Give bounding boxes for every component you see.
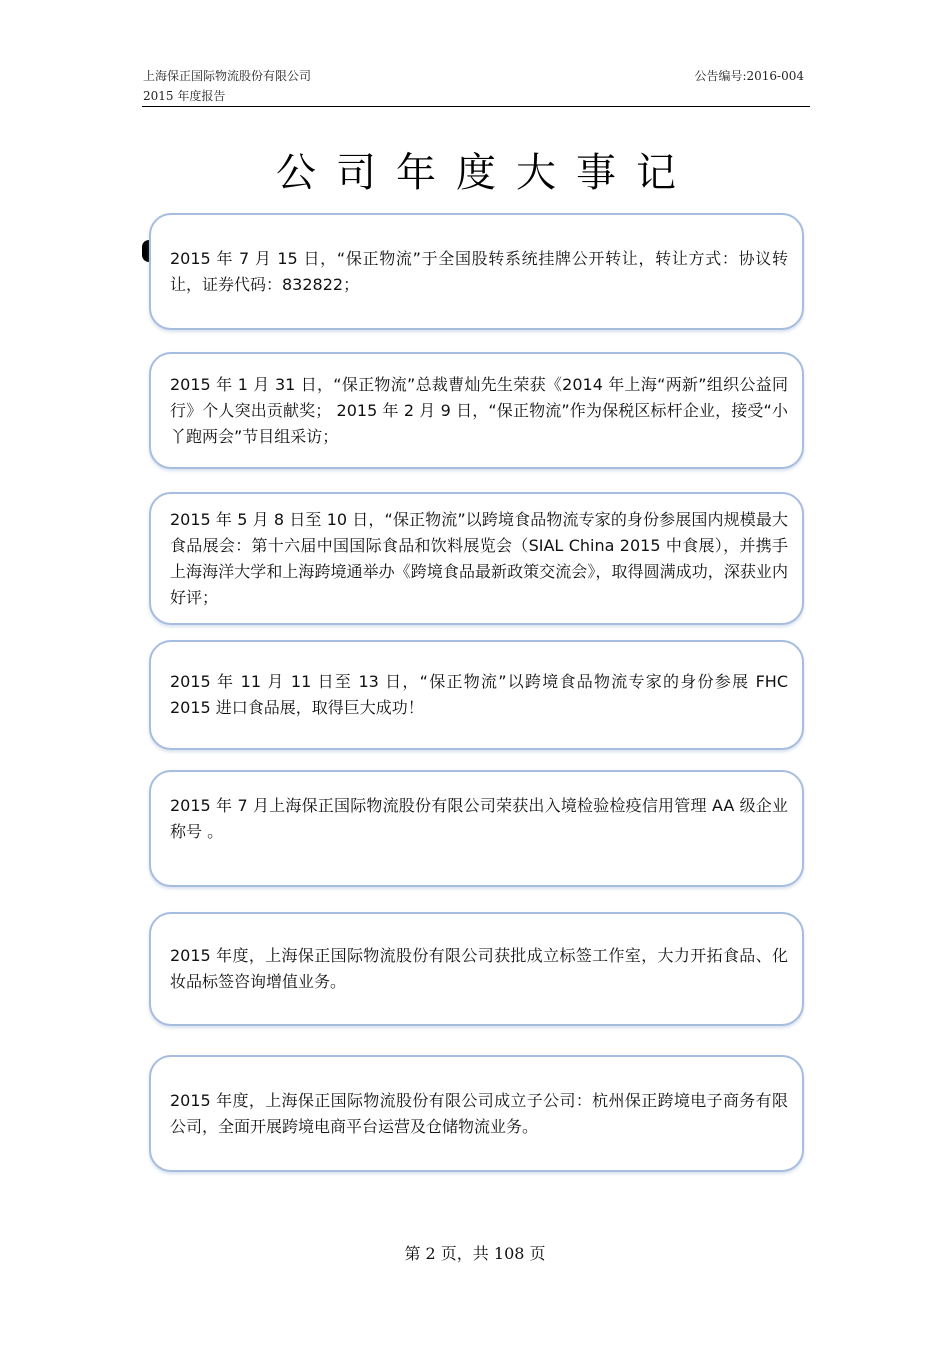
event-card xyxy=(149,213,804,330)
header-company-name: 上海保正国际物流股份有限公司 xyxy=(143,69,312,83)
event-card xyxy=(149,492,804,625)
event-card xyxy=(149,912,804,1026)
header-announcement-number: 公告编号:2016-004 xyxy=(694,69,804,83)
header-report-title: 2015 年度报告 xyxy=(143,89,226,103)
event-text: 2015 年 7 月 15 日，“保正物流”于全国股转系统挂牌公开转让，转让方式：协议转让，证券代码：832822； xyxy=(170,248,788,294)
event-text: 2015 年 11 月 11 日至 13 日，“保正物流”以跨境食品物流专家的身份参展 FHC 2015 进口食品展，取得巨大成功！ xyxy=(170,672,788,717)
event-card xyxy=(149,640,804,750)
event-card xyxy=(149,1055,804,1172)
event-text: 2015 年 5 月 8 日至 10 日，“保正物流”以跨境食品物流专家的身份参展国内规模最大食品展会：第十六届中国国际食品和饮料展览会（SIAL China 2015 中食展），并携手上海海洋大学和上海跨境通举办《跨境食品最新政策交流会》，取得圆满成功，深获业内好评； xyxy=(170,509,788,607)
event-card xyxy=(149,770,804,887)
page-title: 公司年度大事记 xyxy=(276,150,696,196)
page-footer: 第 2 页，共 108 页 xyxy=(404,1244,546,1263)
event-text: 2015 年 1 月 31 日，“保正物流”总裁曹灿先生荣获《2014 年上海“两新”组织公益同行》个人突出贡献奖； 2015 年 2 月 9 日，“保正物流”作为保税区标杆企业，接受“小丫跑两会”节目组采访； xyxy=(170,374,788,446)
event-card xyxy=(149,352,804,469)
header-company xyxy=(143,66,311,106)
event-text: 2015 年 7 月上海保正国际物流股份有限公司荣获出入境检验检疫信用管理 AA 级企业称号 。 xyxy=(170,796,788,841)
header-divider xyxy=(142,106,810,107)
event-text: 2015 年度，上海保正国际物流股份有限公司成立子公司：杭州保正跨境电子商务有限公司，全面开展跨境电商平台运营及仓储物流业务。 xyxy=(170,1090,788,1136)
event-text: 2015 年度，上海保正国际物流股份有限公司获批成立标签工作室，大力开拓食品、化妆品标签咨询增值业务。 xyxy=(170,946,788,991)
